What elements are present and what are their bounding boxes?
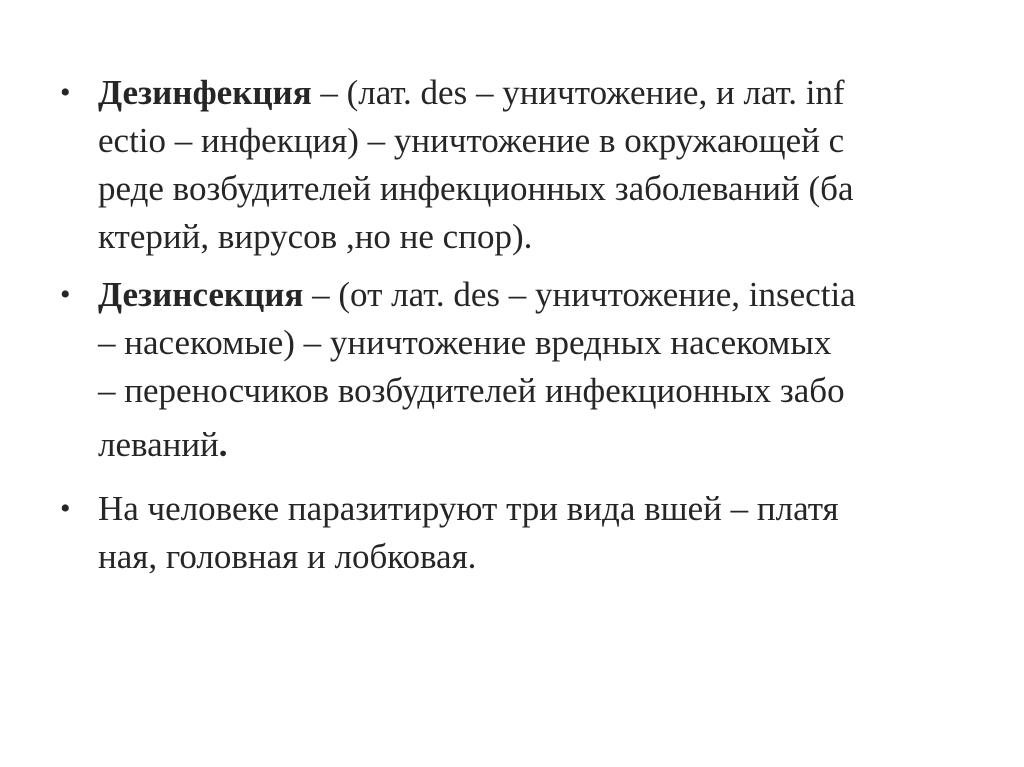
line-text: леваний xyxy=(98,425,219,464)
bullet-list xyxy=(56,69,986,581)
text-line: На человеке паразитируют три вида вшей – платя xyxy=(98,489,839,528)
bullet-icon: • xyxy=(60,76,71,109)
bullet-icon: • xyxy=(60,278,71,311)
bullet-item-lice xyxy=(56,485,986,581)
text-line: ктерий, вирусов ,но не спор). xyxy=(98,217,533,256)
term-disinsection: Дезинсекция xyxy=(98,275,304,314)
bullet-item-disinsection xyxy=(56,271,986,475)
text-line: – переносчиков возбудителей инфекционных забо xyxy=(98,371,845,410)
text-line xyxy=(98,271,986,319)
bullet-item-disinfection xyxy=(56,69,986,261)
text-line xyxy=(98,415,986,475)
end-mark: . xyxy=(218,425,228,464)
text-line: реде возбудителей инфекционных заболеваний (ба xyxy=(98,169,854,208)
line-text: – (лат. des – уничтожение, и лат. inf xyxy=(311,73,845,112)
text-line xyxy=(98,69,986,117)
bullet-icon: • xyxy=(60,492,71,525)
text-line: ectio – инфекция) – уничтожение в окружающей с xyxy=(98,121,845,160)
text-line: – насекомые) – уничтожение вредных насекомых xyxy=(98,323,832,362)
text-line: ная, головная и лобковая. xyxy=(98,537,477,576)
line-text: – (от лат. des – уничтожение, insectia xyxy=(303,275,856,314)
term-disinfection: Дезинфекция xyxy=(98,73,312,112)
